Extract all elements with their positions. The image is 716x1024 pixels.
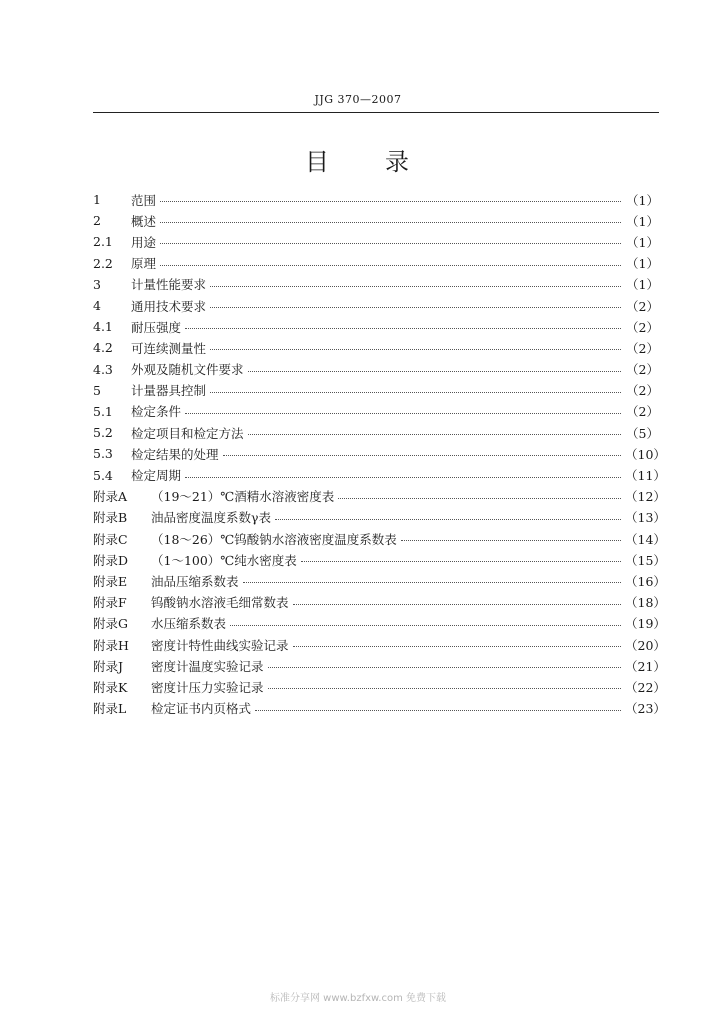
toc-leader-dots	[268, 688, 621, 689]
toc-entry-label: 密度计特性曲线实验记录	[151, 637, 289, 653]
page-title	[0, 142, 716, 177]
toc-entry[interactable]	[93, 634, 666, 655]
toc-entry-number: 5	[93, 382, 101, 398]
toc-entry-page: （16）	[625, 573, 666, 589]
toc-entry-label: 油品密度温度系数γ表	[151, 510, 271, 526]
toc-entry-page: （2）	[626, 383, 659, 399]
toc-entry[interactable]	[93, 592, 666, 613]
toc-entry[interactable]	[93, 359, 659, 380]
toc-entry-page: （2）	[626, 298, 659, 314]
toc-entry-page: （1）	[626, 277, 659, 293]
toc-entry-number: 附录B	[93, 510, 128, 526]
toc-entry-number: 5.4	[93, 467, 113, 483]
toc-entry[interactable]	[93, 253, 659, 274]
toc-entry[interactable]	[93, 231, 659, 252]
toc-leader-dots	[401, 540, 621, 541]
toc-entry-page: （18）	[625, 595, 666, 611]
toc-entry-label: 概述	[131, 213, 157, 229]
toc-entry-label: 检定条件	[131, 404, 182, 420]
toc-leader-dots	[210, 392, 621, 393]
toc-entry-page: （1）	[626, 213, 659, 229]
toc-entry-number: 附录J	[93, 658, 124, 674]
toc-entry[interactable]	[93, 380, 659, 401]
toc-entry-label: 通用技术要求	[131, 298, 207, 314]
toc-entry[interactable]	[93, 295, 659, 316]
table-of-contents	[93, 189, 666, 719]
toc-entry-page: （1）	[626, 192, 659, 208]
toc-entry-label: 耐压强度	[131, 319, 182, 335]
toc-entry[interactable]	[93, 422, 659, 443]
toc-leader-dots	[185, 413, 621, 414]
toc-entry-number: 4.1	[93, 319, 113, 335]
toc-entry-page: （23）	[625, 701, 666, 717]
toc-entry[interactable]	[93, 613, 666, 634]
toc-entry-label: 计量器具控制	[131, 383, 207, 399]
toc-entry[interactable]	[93, 676, 666, 697]
toc-entry[interactable]	[93, 698, 666, 719]
toc-entry-label: （18～26）℃钨酸钠水溶液密度温度系数表	[151, 531, 397, 547]
toc-leader-dots	[230, 625, 621, 626]
toc-entry[interactable]	[93, 486, 666, 507]
toc-entry-page: （21）	[625, 658, 666, 674]
toc-entry-number: 5.1	[93, 403, 113, 419]
toc-entry[interactable]	[93, 274, 659, 295]
toc-leader-dots	[275, 519, 621, 520]
toc-leader-dots	[223, 455, 621, 456]
toc-entry-page: （1）	[626, 234, 659, 250]
toc-entry-number: 3	[93, 276, 101, 292]
toc-entry-number: 附录H	[93, 637, 129, 653]
title-char-1: 目	[305, 148, 331, 176]
toc-entry[interactable]	[93, 464, 666, 485]
toc-entry-number: 5.2	[93, 425, 113, 441]
toc-entry-number: 2	[93, 213, 101, 229]
toc-leader-dots	[301, 561, 621, 562]
toc-entry-number: 附录K	[93, 679, 128, 695]
document-code-header: JJG 370—2007	[314, 93, 402, 106]
title-char-2: 录	[385, 148, 411, 176]
toc-entry-number: 附录A	[93, 489, 128, 505]
header-rule	[93, 112, 659, 113]
toc-entry-page: （20）	[625, 637, 666, 653]
toc-entry-page: （2）	[626, 340, 659, 356]
toc-entry-number: 附录F	[93, 595, 127, 611]
toc-leader-dots	[268, 667, 621, 668]
toc-entry-page: （15）	[625, 552, 666, 568]
toc-entry-page: （1）	[626, 256, 659, 272]
toc-entry[interactable]	[93, 401, 659, 422]
toc-entry-label: 密度计温度实验记录	[151, 658, 264, 674]
toc-entry[interactable]	[93, 210, 659, 231]
toc-entry-label: 检定结果的处理	[131, 446, 219, 462]
toc-entry-number: 4.3	[93, 361, 113, 377]
toc-leader-dots	[210, 286, 621, 287]
toc-leader-dots	[293, 646, 621, 647]
toc-entry[interactable]	[93, 316, 659, 337]
toc-entry[interactable]	[93, 337, 659, 358]
toc-entry-label: 计量性能要求	[131, 277, 207, 293]
toc-entry[interactable]	[93, 549, 666, 570]
toc-entry-label: 检定周期	[131, 468, 182, 484]
toc-entry-number: 2.2	[93, 255, 113, 271]
toc-leader-dots	[293, 604, 621, 605]
toc-leader-dots	[210, 349, 621, 350]
toc-leader-dots	[210, 307, 621, 308]
toc-entry[interactable]	[93, 443, 666, 464]
toc-leader-dots	[255, 710, 621, 711]
toc-entry-label: （1～100）℃纯水密度表	[151, 552, 297, 568]
toc-entry-label: （19～21）℃酒精水溶液密度表	[151, 489, 335, 505]
toc-entry-page: （13）	[625, 510, 666, 526]
toc-entry-page: （10）	[625, 446, 666, 462]
toc-entry-label: 范围	[131, 192, 157, 208]
toc-leader-dots	[160, 243, 621, 244]
toc-entry-page: （5）	[626, 425, 659, 441]
toc-entry-label: 水压缩系数表	[151, 616, 227, 632]
toc-entry-number: 4.2	[93, 340, 113, 356]
toc-entry-number: 附录L	[93, 701, 127, 717]
toc-leader-dots	[160, 222, 621, 223]
toc-entry-label: 检定证书内页格式	[151, 701, 252, 717]
toc-entry[interactable]	[93, 189, 659, 210]
toc-entry[interactable]	[93, 570, 666, 591]
toc-entry-label: 可连续测量性	[131, 340, 207, 356]
toc-entry-page: （22）	[625, 679, 666, 695]
toc-entry-number: 5.3	[93, 446, 113, 462]
toc-leader-dots	[248, 434, 621, 435]
toc-entry-label: 原理	[131, 256, 157, 272]
toc-entry[interactable]	[93, 655, 666, 676]
toc-leader-dots	[185, 477, 621, 478]
toc-entry[interactable]	[93, 528, 666, 549]
toc-leader-dots	[160, 201, 621, 202]
toc-leader-dots	[243, 582, 621, 583]
toc-leader-dots	[185, 328, 621, 329]
toc-entry-label: 钨酸钠水溶液毛细常数表	[151, 595, 289, 611]
toc-entry-number: 4	[93, 298, 101, 314]
toc-entry-number: 附录D	[93, 552, 129, 568]
toc-entry-page: （12）	[625, 489, 666, 505]
toc-entry-page: （19）	[625, 616, 666, 632]
toc-entry-number: 附录G	[93, 616, 128, 632]
toc-entry-number: 1	[93, 192, 101, 208]
toc-entry-label: 用途	[131, 234, 157, 250]
toc-entry-label: 检定项目和检定方法	[131, 425, 244, 441]
toc-entry-label: 油品压缩系数表	[151, 573, 239, 589]
toc-entry-page: （2）	[626, 362, 659, 378]
toc-entry-page: （2）	[626, 319, 659, 335]
toc-entry-number: 附录C	[93, 531, 128, 547]
toc-leader-dots	[160, 265, 621, 266]
toc-entry-page: （11）	[625, 468, 666, 484]
toc-leader-dots	[338, 498, 621, 499]
toc-entry[interactable]	[93, 507, 666, 528]
toc-entry-number: 2.1	[93, 234, 113, 250]
watermark-footer: 标准分享网 www.bzfxw.com 免费下载	[270, 993, 446, 1004]
toc-entry-label: 密度计压力实验记录	[151, 679, 264, 695]
toc-entry-page: （2）	[626, 404, 659, 420]
toc-leader-dots	[248, 371, 621, 372]
toc-entry-number: 附录E	[93, 573, 128, 589]
toc-entry-page: （14）	[625, 531, 666, 547]
toc-entry-label: 外观及随机文件要求	[131, 362, 244, 378]
